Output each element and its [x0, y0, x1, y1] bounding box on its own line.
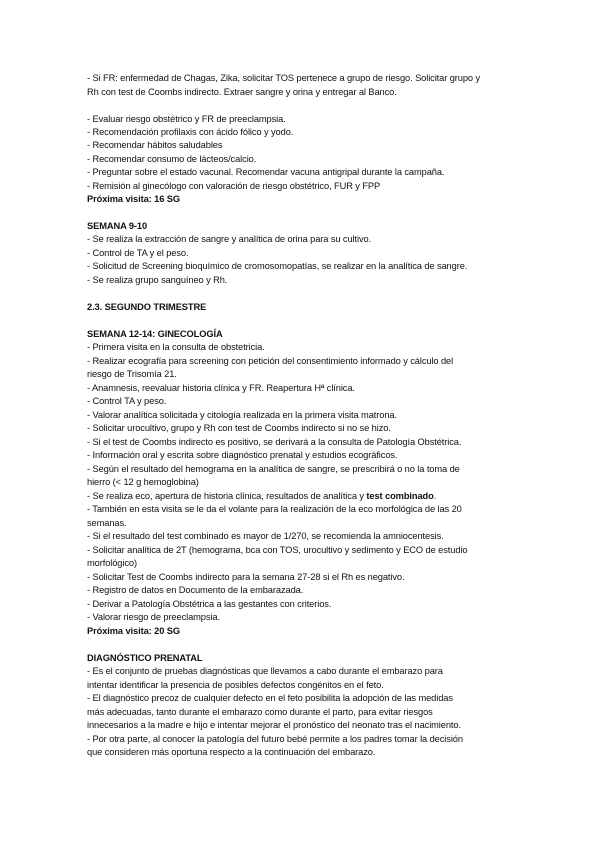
next-visit-label: Próxima visita: 20 SG	[87, 626, 180, 636]
text-line: - Preguntar sobre el estado vacunal. Recomendar vacuna antigripal durante la campaña.	[87, 167, 445, 177]
text-line: más adecuadas, tanto durante el embarazo como durante el parto, para evitar riesgos	[87, 707, 433, 717]
text-line: - Derivar a Patología Obstétrica a las gestantes con criterios.	[87, 599, 332, 609]
section-title: 2.3. SEGUNDO TRIMESTRE	[87, 302, 207, 312]
text-line	[87, 490, 436, 503]
text-line: - El diagnóstico precoz de cualquier defecto en el feto posibilita la adopción de las medidas	[87, 693, 453, 703]
text-line: - Si FR: enfermedad de Chagas, Zika, solicitar TOS pertenece a grupo de riesgo. Solicitar grupo y	[87, 73, 481, 83]
text-line: - Información oral y escrita sobre diagnóstico prenatal y estudios ecográficos.	[87, 450, 398, 460]
text-line: semanas.	[87, 518, 127, 528]
text-line: - Si el resultado del test combinado es mayor de 1/270, se recomienda la amniocentesis.	[87, 531, 444, 541]
text-line: - Valorar riesgo de preeclampsia.	[87, 612, 220, 622]
text-line: - Si el test de Coombs indirecto es positivo, se derivará a la consulta de Patología Obstétrica.	[87, 437, 462, 447]
text-line: que consideren más oportuna respecto a la continuación del embarazo.	[87, 747, 376, 757]
text-line: - Registro de datos en Documento de la embarazada.	[87, 585, 304, 595]
text-line: - Remisión al ginecólogo con valoración de riesgo obstétrico, FUR y FPP	[87, 181, 381, 191]
week-heading: SEMANA 9-10	[87, 221, 148, 231]
text-line: riesgo de Trisomía 21.	[87, 369, 177, 379]
text-line: - Según el resultado del hemograma en la analítica de sangre, se prescribirá o no la toma de	[87, 464, 460, 474]
text-line: - Se realiza grupo sanguíneo y Rh.	[87, 275, 228, 285]
text-line: - Recomendar hábitos saludables	[87, 140, 223, 150]
text-line: - Solicitud de Screening bioquímico de cromosomopatías, se realizar en la analítica de sangre.	[87, 261, 468, 271]
text-line: innecesarios a la madre e hijo e intentar mejorar el pronóstico del neonato tras el nacimiento.	[87, 720, 461, 730]
text-line: - Evaluar riesgo obstétrico y FR de preeclampsia.	[87, 114, 286, 124]
next-visit-label: Próxima visita: 16 SG	[87, 194, 180, 204]
text-line: - Solicitar urocultivo, grupo y Rh con test de Coombs indirecto si no se hizo.	[87, 423, 391, 433]
text-line: - Solicitar analítica de 2T (hemograma, bca con TOS, urocultivo y sedimento y ECO de estudio	[87, 545, 468, 555]
text-line: - Solicitar Test de Coombs indirecto para la semana 27-28 si el Rh es negativo.	[87, 572, 405, 582]
prenatal-heading: DIAGNÓSTICO PRENATAL	[87, 653, 203, 663]
text-line: - Primera visita en la consulta de obstetricia.	[87, 342, 265, 352]
text-line: - Recomendación profilaxis con ácido fólico y yodo.	[87, 127, 294, 137]
text-line: - Anamnesis, reevaluar historia clínica y FR. Reapertura Hª clínica.	[87, 383, 355, 393]
text-line: - Es el conjunto de pruebas diagnósticas que llevamos a cabo durante el embarazo para	[87, 666, 443, 676]
text-line: intentar identificar la presencia de posibles defectos congénitos en el feto.	[87, 680, 384, 690]
text-line: hierro (< 12 g hemoglobina)	[87, 477, 199, 487]
text-line: - Recomendar consumo de lácteos/calcio.	[87, 154, 257, 164]
week-heading: SEMANA 12-14: GINECOLOGÍA	[87, 329, 223, 339]
text-line: Rh con test de Coombs indirecto. Extraer sangre y orina y entregar al Banco.	[87, 87, 397, 97]
text-line: - Se realiza la extracción de sangre y analítica de orina para su cultivo.	[87, 234, 372, 244]
text-line: morfológico)	[87, 558, 137, 568]
text-line: - Control TA y peso.	[87, 396, 167, 406]
text-segment: .	[433, 491, 437, 501]
text-line: - También en esta visita se le da el volante para la realización de la eco morfológica de las 20	[87, 504, 462, 514]
test-combinado-emphasis: test combinado	[366, 491, 434, 501]
text-segment: - Se realiza eco, apertura de historia clínica, resultados de analítica y	[87, 491, 367, 501]
text-line: - Realizar ecografía para screening con petición del consentimiento informado y cálculo del	[87, 356, 454, 366]
text-line: - Valorar analítica solicitada y citología realizada en la primera visita matrona.	[87, 410, 397, 420]
text-line: - Control de TA y el peso.	[87, 248, 189, 258]
text-line: - Por otra parte, al conocer la patología del futuro bebé permite a los padres tomar la decisión	[87, 734, 463, 744]
